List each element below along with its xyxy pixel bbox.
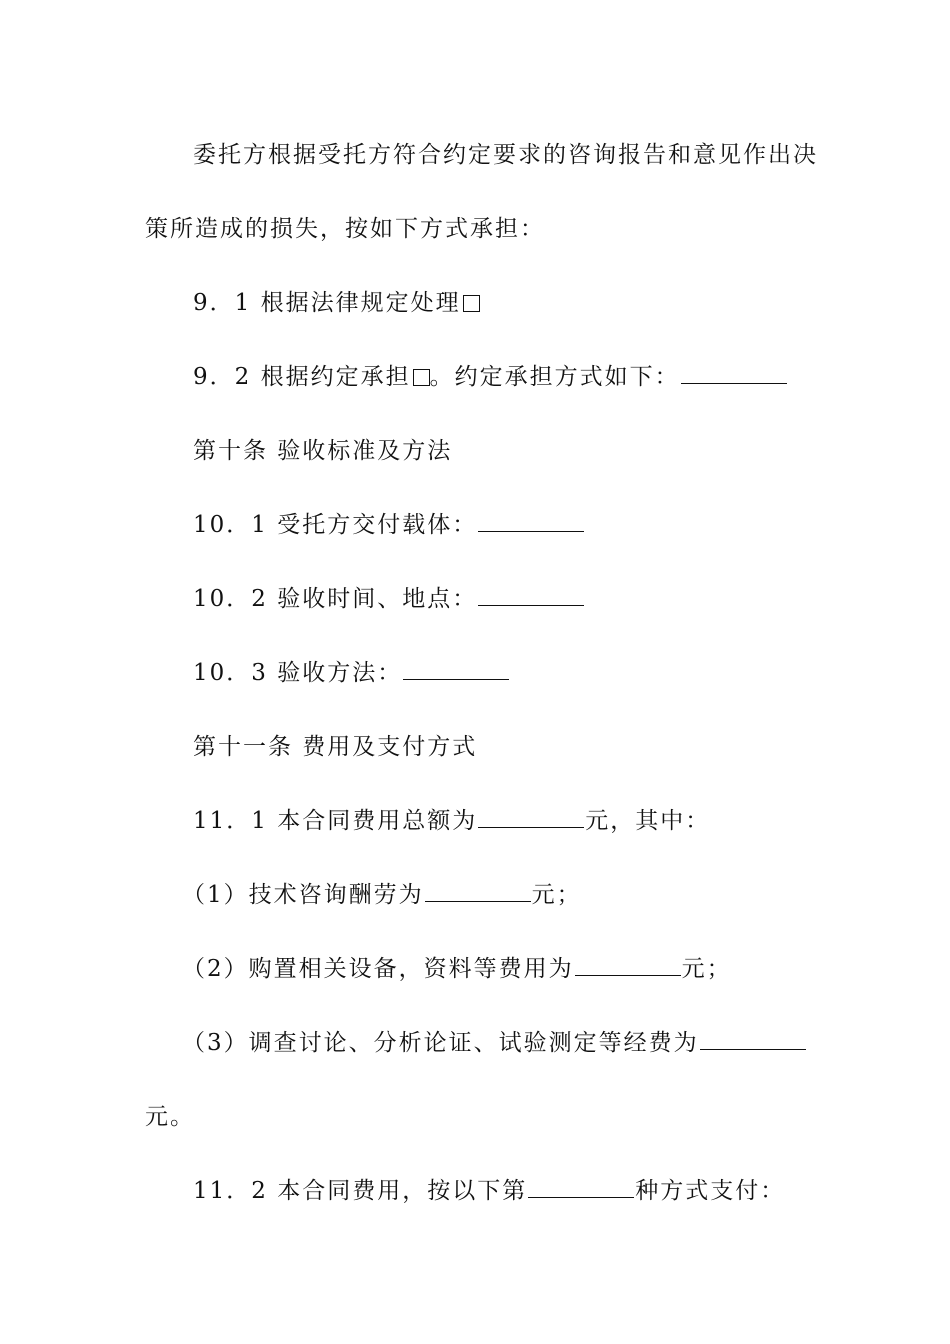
clause-10-1 [193, 510, 585, 540]
fill-in-blank[interactable] [425, 883, 531, 902]
clause-text: 11．2 本合同费用，按以下第 [193, 1178, 528, 1204]
clause-text: 9．2 根据约定承担 [193, 364, 411, 390]
article-10-heading [193, 436, 452, 466]
article-title: 第十一条 费用及支付方式 [193, 734, 478, 760]
clause-text: 11．1 本合同费用总额为 [193, 808, 478, 834]
clause-text: （1）技术咨询酬劳为 [182, 882, 424, 908]
clause-text: （2）购置相关设备，资料等费用为 [182, 956, 574, 982]
fill-in-blank[interactable] [700, 1031, 806, 1050]
clause-10-3 [193, 658, 510, 688]
clause-11-1 [193, 806, 710, 836]
article-11-heading [193, 732, 477, 762]
clause-text: 10．2 验收时间、地点： [193, 586, 478, 612]
clause-9-2 [193, 362, 788, 392]
sub-item-3 [182, 1028, 807, 1058]
paragraph-line [145, 214, 545, 244]
fill-in-blank[interactable] [681, 365, 787, 384]
paragraph-text: 委托方根据受托方符合约定要求的咨询报告和意见作出决 [193, 142, 818, 168]
paragraph-line [193, 140, 818, 170]
clause-text: 元； [681, 956, 732, 982]
clause-text: 元。 [145, 1104, 195, 1130]
fill-in-blank[interactable] [478, 809, 584, 828]
paragraph-text: 策所造成的损失，按如下方式承担： [145, 216, 545, 242]
clause-text: 。约定承担方式如下： [429, 364, 680, 390]
article-title: 第十条 验收标准及方法 [193, 438, 453, 464]
sub-item-2 [182, 954, 732, 984]
checkbox-legal[interactable] [463, 295, 480, 312]
clause-text: （3）调查讨论、分析论证、试验测定等经费为 [182, 1030, 699, 1056]
clause-text: 9．1 根据法律规定处理 [193, 290, 461, 316]
clause-text: 种方式支付： [635, 1178, 786, 1204]
fill-in-blank[interactable] [478, 587, 584, 606]
clause-11-2 [193, 1176, 785, 1206]
clause-9-1 [193, 288, 480, 318]
fill-in-blank[interactable] [403, 661, 509, 680]
clause-text: 10．1 受托方交付载体： [193, 512, 478, 538]
fill-in-blank[interactable] [528, 1179, 634, 1198]
fill-in-blank[interactable] [575, 957, 681, 976]
clause-text: 10．3 验收方法： [193, 660, 403, 686]
clause-text: 元； [531, 882, 582, 908]
clause-10-2 [193, 584, 585, 614]
sub-item-3-continued [145, 1102, 195, 1132]
fill-in-blank[interactable] [478, 513, 584, 532]
checkbox-agreed[interactable] [413, 369, 430, 386]
sub-item-1 [182, 880, 582, 910]
clause-text: 元，其中： [585, 808, 711, 834]
